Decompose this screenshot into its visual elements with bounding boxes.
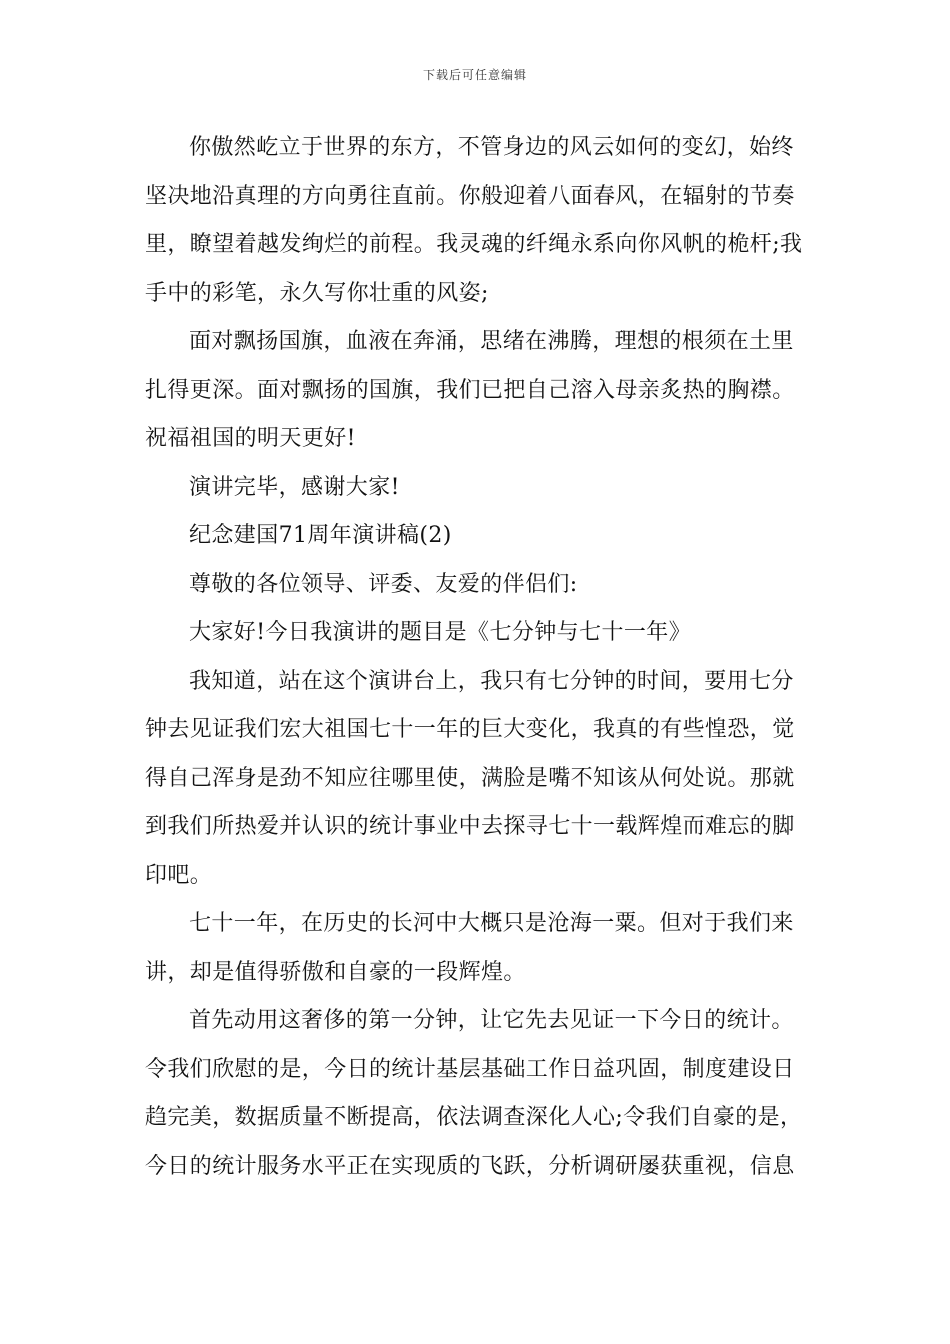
paragraph	[145, 464, 810, 513]
page-header: 下载后可任意编辑	[422, 68, 527, 82]
document-body	[145, 124, 810, 1191]
paragraph-line: 坚决地沿真理的方向勇往直前。你般迎着八面春风，在辐射的节奏	[145, 183, 795, 209]
paragraph	[145, 997, 810, 1191]
paragraph-line: 得自己浑身是劲不知应往哪里使，满脸是嘴不知该从何处说。那就	[145, 765, 795, 791]
paragraph-line: 大家好!今日我演讲的题目是《七分钟与七十一年》	[189, 620, 692, 645]
paragraph	[145, 318, 810, 464]
paragraph-line: 印吧。	[145, 862, 213, 888]
section-title	[145, 512, 810, 561]
paragraph-line: 你傲然屹立于世界的东方，不管身边的风云如何的变幻，始终	[189, 135, 794, 160]
paragraph	[145, 124, 810, 318]
paragraph-line: 演讲完毕，感谢大家!	[189, 474, 400, 500]
paragraph-line: 里，瞭望着越发绚烂的前程。我灵魂的纤绳永系向你风帆的桅杆;我	[145, 232, 803, 257]
paragraph-line: 趋完美，数据质量不断提高，依法调查深化人心;令我们自豪的是，	[145, 1105, 803, 1130]
paragraph-line: 我知道，站在这个演讲台上，我只有七分钟的时间，要用七分	[189, 668, 794, 694]
paragraph-line: 七十一年，在历史的长河中大概只是沧海一粟。但对于我们来	[189, 911, 794, 936]
paragraph-line: 今日的统计服务水平正在实现质的飞跃，分析调研屡获重视，信息	[145, 1153, 795, 1179]
paragraph-line: 祝福祖国的明天更好!	[145, 426, 356, 451]
paragraph	[145, 609, 810, 658]
paragraph-line: 手中的彩笔，永久写你壮重的风姿;	[145, 280, 489, 306]
paragraph-line: 到我们所热爱并认识的统计事业中去探寻七十一载辉煌而难忘的脚	[145, 814, 795, 839]
paragraph-line: 钟去见证我们宏大祖国七十一年的巨大变化，我真的有些惶恐，觉	[145, 717, 795, 742]
paragraph-line: 令我们欣慰的是，今日的统计基层基础工作日益巩固，制度建设日	[145, 1056, 795, 1082]
salutation	[145, 561, 810, 610]
paragraph-line: 面对飘扬国旗，血液在奔涌，思绪在沸腾，理想的根须在土里	[189, 329, 794, 354]
paragraph	[145, 900, 810, 997]
paragraph	[145, 658, 810, 901]
paragraph-line: 扎得更深。面对飘扬的国旗，我们已把自己溶入母亲炙热的胸襟。	[145, 377, 795, 403]
paragraph-line: 尊敬的各位领导、评委、友爱的伴侣们:	[189, 571, 578, 597]
section-title-line: 纪念建国71周年演讲稿(2)	[189, 523, 452, 548]
paragraph-line: 讲，却是值得骄傲和自豪的一段辉煌。	[145, 959, 526, 985]
paragraph-line: 首先动用这奢侈的第一分钟，让它先去见证一下今日的统计。	[189, 1008, 794, 1033]
